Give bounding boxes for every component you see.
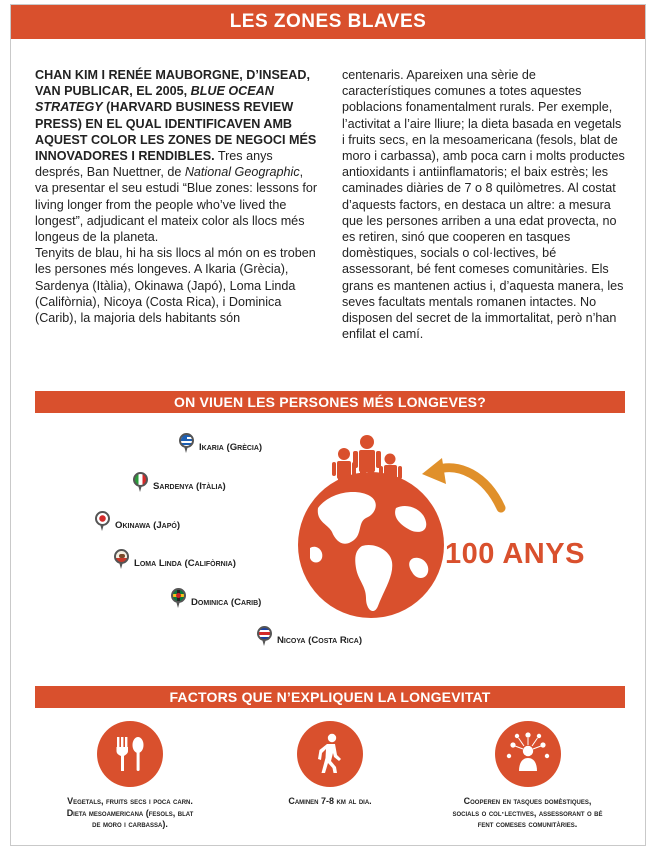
pin-label-nicoya: Nicoya (Costa Rica) xyxy=(277,635,363,646)
map-section-bar xyxy=(35,391,625,413)
pin-dominica xyxy=(171,588,261,608)
factors-list xyxy=(35,721,625,846)
page-title: LES ZONES BLAVES xyxy=(229,11,427,32)
costa-rica-flag-icon xyxy=(257,626,272,646)
lead-text-rest: (HARVARD BUSINESS REVIEW PRESS) EN EL QUAL IDENTIFICAVEN AMB AQUEST COLOR LES ZONES DE NEGOCI MÉS INNOVADORES I RENDIBLES. xyxy=(35,100,317,164)
article-paragraph-1 xyxy=(35,67,318,245)
italy-flag-icon xyxy=(133,472,148,492)
pin-okinawa xyxy=(95,511,180,531)
factors-section-bar xyxy=(35,686,625,708)
curved-arrow-icon xyxy=(422,458,501,508)
article-column-2 xyxy=(342,67,625,342)
factor-community xyxy=(430,721,625,831)
pin-label-sardenya: Sardenya (Itàlia) xyxy=(153,481,226,492)
fork-spoon-icon xyxy=(97,721,163,787)
pin-label-loma-linda: Loma Linda (Califòrnia) xyxy=(134,558,236,569)
lead-text: CHAN KIM I RENÉE MAUBORGNE, D’INSEAD, VAN PUBLICAR, EL 2005, xyxy=(35,68,310,99)
lead-book-title: BLUE OCEAN STRATEGY xyxy=(35,84,274,115)
pin-label-okinawa: Okinawa (Japó) xyxy=(115,520,181,531)
article-column-1 xyxy=(35,67,318,342)
factor-walking xyxy=(245,721,415,808)
pin-ikaria xyxy=(179,433,262,453)
pin-label-dominica: Dominica (Carib) xyxy=(191,597,262,608)
community-person-icon xyxy=(495,721,561,787)
factors-section-title: FACTORS QUE N’EXPLIQUEN LA LONGEVITAT xyxy=(169,689,491,705)
title-bar xyxy=(11,5,645,39)
article-columns xyxy=(35,67,625,342)
dominica-flag-icon xyxy=(171,588,186,608)
pin-loma-linda xyxy=(114,549,236,569)
factor-community-text: Cooperen en tasques domèstiques, socials o col·lectives, assessorant o bé fent comeses comunitàries. xyxy=(452,796,603,829)
walking-person-icon xyxy=(297,721,363,787)
japan-flag-icon xyxy=(95,511,110,531)
factor-walking-text: Caminen 7-8 km al dia. xyxy=(288,796,372,806)
infographic-page xyxy=(10,4,646,846)
california-flag-icon xyxy=(114,549,129,569)
article-paragraph-3: centenaris. Apareixen una sèrie de característiques comunes a totes aquestes poblacions fonamentalment rurals. Per exemple, l’activitat a l’aire lliure; la dieta basada en vegetals i fruits secs, en la mesoamericana (fesols, blat de moro i carbassa), amb poca carn i molts productes antioxidants i antiinflamatoris; el baix estrès; les caminades diàries de 7 o 8 quilòmetres. Al costat d’aquests factors, en destaca un altre: a mesura que les persones arriben a una edat provecta, no es retiren, sinó que cooperen en tasques domèstiques, socials o col·lectives, bé assessorant, bé fent comeses comunitàries. Els grans es mantenen actius i, d’aquesta manera, les seves facultats mentals romanen intactes. No disposen del secret de la immortalitat, però n’han enfilat el camí. xyxy=(342,68,625,342)
factor-diet xyxy=(35,721,225,831)
greece-flag-icon xyxy=(179,433,194,453)
location-pins xyxy=(11,425,363,665)
article-paragraph-2: Tenyits de blau, hi ha sis llocs al món on es troben les persones més longeves. A Ikaria (Grècia), Sardenya (Itàlia), Okinawa (Japó), Loma Linda (Califòrnia), Nicoya (Costa Rica), i Dominica (Carib), la majoria dels habitants són xyxy=(35,246,316,326)
paragraph-1-text-a: Tres anys després, Ban Nuettner, de xyxy=(35,149,273,180)
age-label: 100 ANYS xyxy=(445,538,585,570)
pin-sardenya xyxy=(133,472,226,492)
factor-diet-text: Vegetals, fruits secs i poca carn. Dieta mesoamericana (fesols, blat de moro i carbassa). xyxy=(66,796,194,829)
paragraph-1-text-b: , va presentar el seu estudi “Blue zones: lessons for living longer from the people who’ve lived the longest”, adjudicant el mateix color als llocs més longeus de la planeta. xyxy=(35,165,318,245)
map-section-title: ON VIUEN LES PERSONES MÉS LONGEVES? xyxy=(174,394,486,410)
magazine-name: National Geographic xyxy=(184,165,300,180)
pin-label-ikaria: Ikaria (Grècia) xyxy=(199,442,263,453)
